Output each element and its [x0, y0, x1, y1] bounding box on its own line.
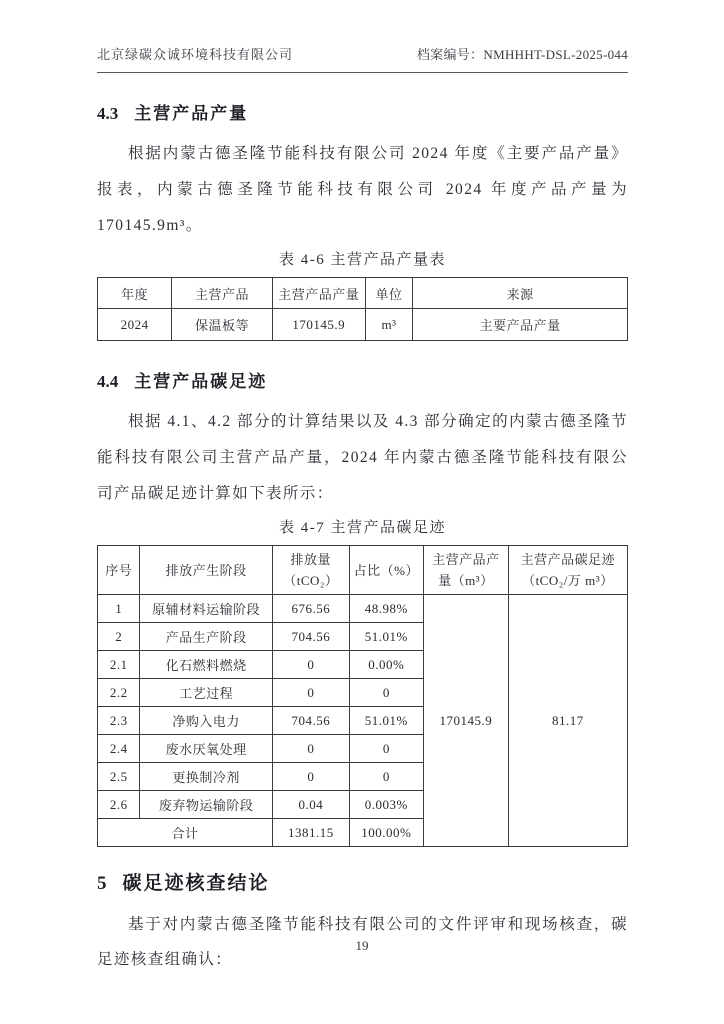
section-heading-4-3 — [97, 99, 628, 124]
table-4-7-header-cell — [272, 546, 349, 595]
row-index-cell: 2.6 — [98, 791, 140, 819]
table-row — [98, 595, 628, 623]
header-line: （tCO₂） — [283, 573, 339, 588]
section-title: 主营产品碳足迹 — [134, 372, 268, 391]
table-4-6-data-cell: 保温板等 — [172, 309, 273, 341]
paragraph-4-4: 根据 4.1、4.2 部分的计算结果以及 4.3 部分确定的内蒙古德圣隆节能科技有限公司主营产品产量，2024 年内蒙古德圣隆节能科技有限公司产品碳足迹计算如下表所示： — [97, 413, 628, 502]
paragraph-4-3: 根据内蒙古德圣隆节能科技有限公司 2024 年度《主要产品产量》报表，内蒙古德圣隆节能科技有限公司 2024 年度产品产量为 170145.9m³。 — [97, 145, 628, 234]
table-4-7-header-cell — [508, 546, 627, 595]
section-heading-5 — [97, 868, 628, 895]
emission-cell: 0 — [272, 763, 349, 791]
header-line: 序号 — [105, 562, 133, 578]
section-number: 4.4 — [97, 372, 119, 391]
table-4-7-header-cell — [140, 546, 273, 595]
table-4-6 — [97, 277, 628, 341]
page-header — [97, 44, 628, 73]
row-index-cell: 2 — [98, 623, 140, 651]
table-4-6-data-cell: 2024 — [98, 309, 172, 341]
table-4-6-data-cell: m³ — [365, 309, 413, 341]
share-cell: 0.00% — [349, 651, 423, 679]
header-line: （tCO₂/万 m³） — [522, 573, 614, 588]
emission-cell: 0.04 — [272, 791, 349, 819]
section-title: 主营产品产量 — [134, 104, 249, 123]
stage-cell: 废弃物运输阶段 — [140, 791, 273, 819]
stage-cell: 产品生产阶段 — [140, 623, 273, 651]
section-title: 碳足迹核查结论 — [122, 873, 270, 894]
header-line: 量（m³） — [438, 573, 494, 588]
stage-cell: 净购入电力 — [140, 707, 273, 735]
footprint-merged-cell: 81.17 — [508, 595, 627, 847]
share-cell: 0 — [349, 763, 423, 791]
row-index-cell: 2.2 — [98, 679, 140, 707]
company-name: 北京绿碳众诚环境科技有限公司 — [97, 47, 294, 62]
share-cell: 51.01% — [349, 623, 423, 651]
stage-cell: 更换制冷剂 — [140, 763, 273, 791]
page-content — [97, 44, 628, 977]
share-cell: 0 — [349, 679, 423, 707]
table-4-6-data-cell: 主要产品产量 — [413, 309, 628, 341]
archive-number: 档案编号：NMHHHT-DSL-2025-044 — [416, 47, 628, 62]
table-4-7-header-cell — [98, 546, 140, 595]
table-4-6-data-cell: 170145.9 — [272, 309, 365, 341]
emission-cell: 0 — [272, 679, 349, 707]
table-4-7-caption: 表 4-7 主营产品碳足迹 — [279, 520, 446, 536]
share-cell: 0.003% — [349, 791, 423, 819]
row-index-cell: 2.5 — [98, 763, 140, 791]
emission-cell: 0 — [272, 651, 349, 679]
section-number: 5 — [97, 873, 107, 894]
total-label-cell: 合计 — [98, 819, 273, 847]
emission-cell: 704.56 — [272, 623, 349, 651]
header-line: 主营产品碳足迹 — [520, 552, 616, 567]
header-line: 占比（%） — [353, 562, 419, 578]
page-number: 19 — [355, 938, 369, 953]
row-index-cell: 2.4 — [98, 735, 140, 763]
emission-cell: 704.56 — [272, 707, 349, 735]
section-number: 4.3 — [97, 104, 119, 123]
header-line: 排放产生阶段 — [165, 562, 247, 578]
table-4-6-header-cell: 年度 — [98, 278, 172, 309]
production-merged-cell: 170145.9 — [423, 595, 508, 847]
stage-cell: 化石燃料燃烧 — [140, 651, 273, 679]
table-row — [98, 309, 628, 341]
header-line: 排放量 — [290, 552, 332, 567]
share-cell: 0 — [349, 735, 423, 763]
row-index-cell: 1 — [98, 595, 140, 623]
stage-cell: 废水厌氧处理 — [140, 735, 273, 763]
emission-cell: 0 — [272, 735, 349, 763]
table-4-7 — [97, 545, 628, 847]
table-4-6-caption: 表 4-6 主营产品产量表 — [279, 252, 446, 268]
paragraph-5: 基于对内蒙古德圣隆节能科技有限公司的文件评审和现场核查，碳足迹核查组确认： — [97, 916, 628, 968]
section-heading-4-4 — [97, 367, 628, 392]
table-4-6-header-cell: 来源 — [413, 278, 628, 309]
share-cell: 51.01% — [349, 707, 423, 735]
table-4-6-header-cell: 主营产品 — [172, 278, 273, 309]
table-4-6-header-cell: 主营产品产量 — [272, 278, 365, 309]
table-header-row — [98, 278, 628, 309]
header-line: 主营产品产 — [432, 552, 500, 567]
table-4-7-header-cell — [423, 546, 508, 595]
emission-cell: 676.56 — [272, 595, 349, 623]
table-4-6-header-cell: 单位 — [365, 278, 413, 309]
stage-cell: 原辅材料运输阶段 — [140, 595, 273, 623]
stage-cell: 工艺过程 — [140, 679, 273, 707]
total-share-cell: 100.00% — [349, 819, 423, 847]
share-cell: 48.98% — [349, 595, 423, 623]
total-emission-cell: 1381.15 — [272, 819, 349, 847]
row-index-cell: 2.3 — [98, 707, 140, 735]
table-4-7-header-cell — [349, 546, 423, 595]
table-header-row — [98, 546, 628, 595]
row-index-cell: 2.1 — [98, 651, 140, 679]
